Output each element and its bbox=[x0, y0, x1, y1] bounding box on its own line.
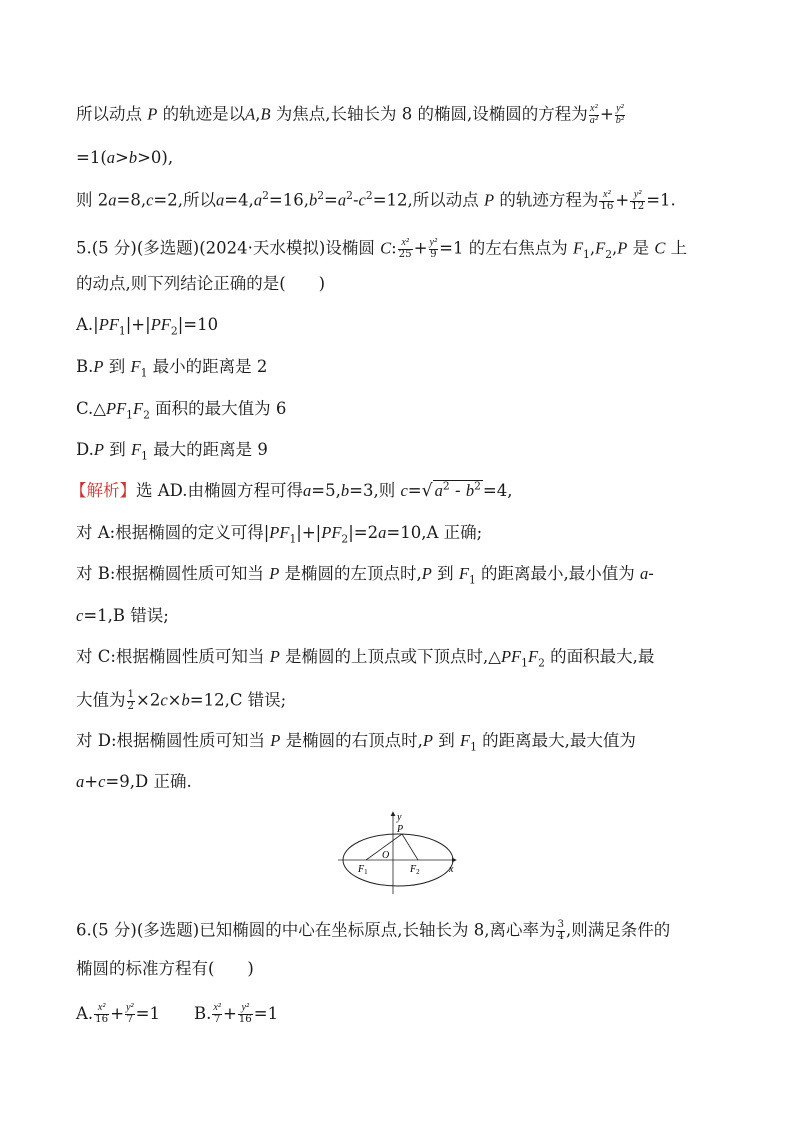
solution-line-condition: =1(a>b>0), bbox=[76, 148, 174, 167]
solution-c-line2: 大值为 $\frac{1}{2}$ ×2c×b=12,C 错误; bbox=[76, 689, 287, 712]
question-5-stem: 5.(5 分)(多选题)(2024·天水模拟)设椭圆 C: $\frac{\text{x²}}{25}$ + $\frac{\text{y²}}{9}$ =1 的左右焦点为 $F_1,F_2,P$ 是 C 上 bbox=[76, 237, 688, 262]
option-d: D.P 到 $F_1$ 最大的距离是 9 bbox=[76, 440, 268, 463]
label-p: P bbox=[397, 824, 404, 835]
fraction-one-half: $\frac{1}{2}$ bbox=[127, 689, 135, 712]
fraction-x2-16: $\frac{\text{x²}}{16}$ bbox=[600, 189, 614, 212]
solution-intro: 【解析】选 AD.由椭圆方程可得a=5,b=3,则 c=√ $a^2 - b^2 =4$, bbox=[70, 479, 513, 501]
fraction-x2-25: $\frac{\text{x²}}{25}$ bbox=[398, 237, 412, 260]
label-f1: $F_1$ bbox=[358, 864, 368, 876]
solution-line-locus: 所以动点 P 的轨迹是以A,B 为焦点,长轴长为 8 的椭圆,设椭圆的方程为 $\frac{\text{x²}}{\text{a²}}$ + $\frac{\text{y²}}{\text{b²}}$ bbox=[76, 103, 624, 126]
fraction-y2-b2: $\frac{\text{y²}}{\text{b²}}$ bbox=[615, 103, 624, 126]
label-f2: $F_2$ bbox=[410, 864, 420, 876]
segment-pf2 bbox=[402, 834, 418, 860]
option-b: B.P 到 $F_1$ 最小的距离是 2 bbox=[76, 357, 268, 380]
option-c: $C.\triangle PF_1F_2$ 面积的最大值为 6 bbox=[76, 399, 287, 422]
label-o: O bbox=[382, 850, 390, 861]
q6-options bbox=[76, 1003, 278, 1025]
solution-b-line2: c=1,B 错误; bbox=[76, 606, 169, 625]
solution-d-line2: a+c=9,D 正确. bbox=[76, 772, 192, 791]
analysis-tag: 【解析】 bbox=[70, 481, 136, 500]
ellipse-figure bbox=[330, 808, 466, 896]
question-5-stem-line2: 的动点,则下列结论正确的是( ) bbox=[76, 274, 326, 293]
fraction-x2-a2: $\frac{\text{x²}}{\text{a²}}$ bbox=[589, 103, 598, 126]
fraction-three-quarters: $\frac{3}{4}$ bbox=[557, 919, 564, 942]
fraction-y2-9: $\frac{\text{y²}}{9}$ bbox=[429, 237, 438, 260]
option-a: $A.|PF_1|+|PF_2|=10$ bbox=[76, 315, 219, 338]
solution-b: 对 B:根据椭圆性质可知当 P 是椭圆的左顶点时,P 到 $F_1$ 的距离最小,最小值为 a- bbox=[76, 564, 654, 587]
square-root: √ $a^2 - b^2$ bbox=[421, 479, 481, 501]
q6-option-a: A. $\frac{\text{x²}}{16}$ + $\frac{\text{y²}}{7}$ =1 bbox=[76, 1002, 160, 1025]
solution-d: 对 D:根据椭圆性质可知当 P 是椭圆的右顶点时,P 到 $F_1$ 的距离最大,最大值为 bbox=[76, 731, 636, 754]
q6-option-b: B. $\frac{\text{x²}}{7}$ + $\frac{\text{y²}}{16}$ =1 bbox=[193, 1002, 279, 1025]
solution-a: 对 A:根据椭圆的定义可得$|PF_1|+|PF_2|=2a=10,A$ 正确; bbox=[76, 523, 483, 546]
solution-c: 对 C:根据椭圆性质可知当 P 是椭圆的上顶点或下顶点时$,\triangle PF_1F_2$ 的面积最大,最 bbox=[76, 647, 655, 670]
fraction-y2-12: $\frac{\text{y²}}{12}$ bbox=[631, 189, 645, 212]
question-6-stem-line2: 椭圆的标准方程有( ) bbox=[76, 959, 254, 978]
solution-line-result: 则 2a=8,c=2,所以$a=4,a^2=16,b^2=a^2-c^2=12$,所以动点 P 的轨迹方程为 $\frac{\text{x²}}{16}$ + $\frac{\text{y²}}{12}$ =1. bbox=[76, 189, 676, 212]
label-x: x bbox=[449, 864, 454, 875]
label-y: y bbox=[397, 812, 402, 823]
question-6-stem: 6.(5 分)(多选题)已知椭圆的中心在坐标原点,长轴长为 8,离心率为 $\frac{3}{4}$ ,则满足条件的 bbox=[76, 919, 671, 942]
